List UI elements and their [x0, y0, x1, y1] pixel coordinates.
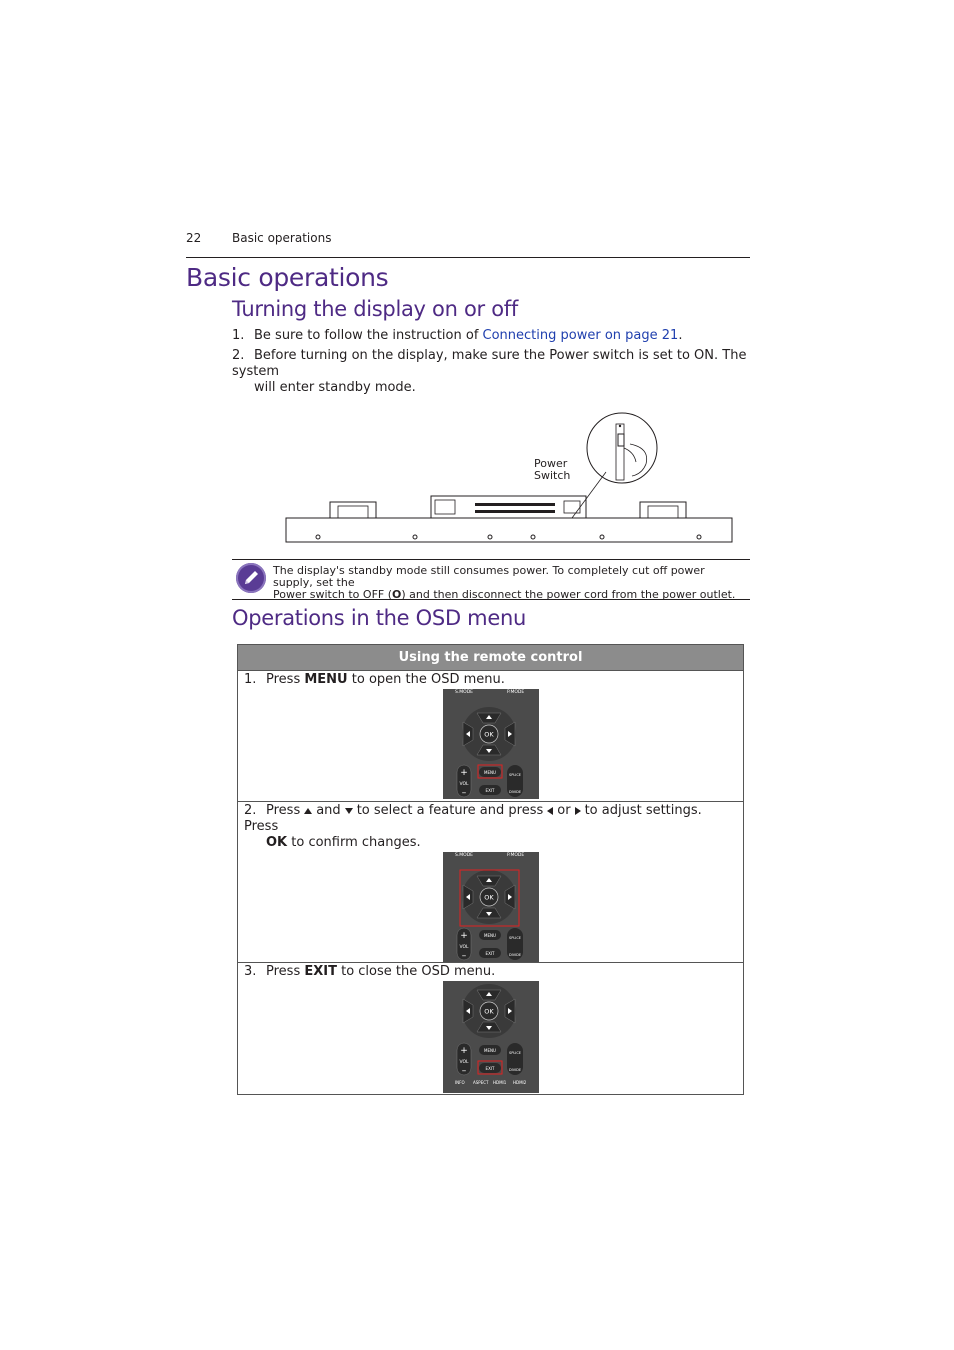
- power-switch-label: Power Switch: [534, 457, 571, 482]
- ok-label: OK: [483, 893, 494, 902]
- remote-label: S.MODE: [454, 853, 473, 858]
- hdmi2-label: HDMI2: [512, 1080, 526, 1085]
- right-arrow-icon: [575, 807, 581, 815]
- note-top-rule: [232, 559, 750, 560]
- ok-label: OK: [483, 730, 494, 739]
- standby-note: The display's standby mode still consumes power. To completely cut off power supply, set the Power switch to OFF (O) and then disconnect the power cord from the power outlet.: [273, 564, 736, 601]
- menu-label: MENU: [483, 770, 496, 775]
- aspect-label: ASPECT: [472, 1080, 488, 1085]
- running-header: Basic operations: [232, 231, 332, 245]
- remote-image-menu: [443, 689, 539, 799]
- remote-image-navigate: [443, 852, 539, 962]
- remote-label: P.MODE: [506, 690, 524, 695]
- splice-label: SPLICE: [508, 1051, 521, 1055]
- down-arrow-icon: [345, 808, 353, 814]
- vol-label: VOL: [458, 782, 469, 787]
- remote-image-exit: [443, 981, 539, 1093]
- step-2: 2. Before turning on the display, make sure the Power switch is set to ON. The system will enter standby mode.: [232, 348, 747, 395]
- osd-row-exit: 3. Press EXIT to close the OSD menu. OK + VOL – MENU EXIT SPLICE DIVIDE INFO ASPECT HDMI1 HDMI2: [238, 963, 744, 1095]
- svg-text:–: –: [461, 788, 466, 798]
- table-header: Using the remote control: [238, 645, 744, 671]
- note-bottom-rule: [232, 599, 750, 600]
- pencil-note-icon: [236, 563, 266, 593]
- section-heading-turning: Turning the display on or off: [232, 297, 518, 321]
- info-label: INFO: [454, 1080, 465, 1085]
- exit-label: EXIT: [485, 788, 494, 793]
- exit-label: EXIT: [485, 951, 494, 956]
- svg-text:–: –: [461, 951, 466, 961]
- vol-label: VOL: [458, 1060, 469, 1065]
- left-arrow-icon: [547, 807, 553, 815]
- remote-label: S.MODE: [454, 690, 473, 695]
- svg-text:–: –: [461, 1066, 466, 1076]
- remote-label: P.MODE: [506, 853, 524, 858]
- page-title: Basic operations: [186, 263, 389, 292]
- divide-label: DIVIDE: [508, 953, 521, 957]
- exit-label: EXIT: [485, 1066, 494, 1071]
- up-arrow-icon: [304, 808, 312, 814]
- header-divider: [186, 257, 750, 258]
- section-heading-osd: Operations in the OSD menu: [232, 606, 526, 630]
- svg-text:+: +: [459, 1046, 468, 1056]
- connecting-power-link[interactable]: Connecting power on page 21: [482, 328, 679, 343]
- divide-label: DIVIDE: [508, 1068, 521, 1072]
- svg-text:+: +: [459, 931, 468, 941]
- ok-label: OK: [483, 1007, 494, 1016]
- page-number: 22: [186, 231, 202, 245]
- hdmi1-label: HDMI1: [492, 1080, 506, 1085]
- osd-row-menu: 1. Press MENU to open the OSD menu. S.MODE P.MODE OK + VOL – MENU EXIT SPLICE DIVIDE: [238, 671, 744, 802]
- remote-control-table: [237, 644, 744, 1095]
- menu-label: MENU: [483, 1048, 496, 1053]
- power-switch-figure: [280, 408, 740, 548]
- osd-row-navigate: 2. Press and to select a feature and press or to adjust settings. Press OK to confirm changes. S.MODE P.MODE OK + VOL – MENU EXIT SPLICE DIVIDE: [238, 802, 744, 963]
- divide-label: DIVIDE: [508, 790, 521, 794]
- splice-label: SPLICE: [508, 773, 521, 777]
- vol-label: VOL: [458, 945, 469, 950]
- splice-label: SPLICE: [508, 936, 521, 940]
- svg-text:+: +: [459, 768, 468, 778]
- step-1: 1. Be sure to follow the instruction of Connecting power on page 21.: [232, 328, 683, 343]
- menu-label: MENU: [483, 933, 496, 938]
